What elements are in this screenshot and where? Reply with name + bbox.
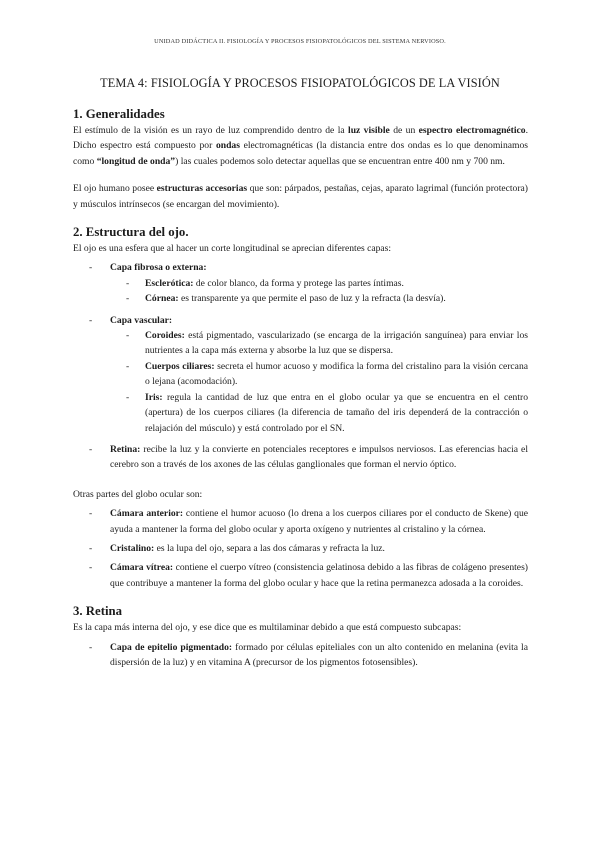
list-item-coroides: - Coroides: está pigmentado, vascularizado (se encarga de la irrigación sanguínea) para enviar los nutrientes a la capa más externa y absorbe la luz que se dispersa.: [126, 330, 528, 357]
paragraph-retina-intro: Es la capa más interna del ojo, y ese dice que es multilaminar debido a que está compuesto subcapas:: [73, 622, 462, 634]
list-item-iris: - Iris: regula la cantidad de luz que entra en el globo ocular ya que se encuentra en el centro (apertura) de los cuerpos ciliares (la diferencia de tamaño del iris dependerá de la contracción o relajación del músculo) y está controlado por el SN.: [126, 391, 528, 434]
section-heading-generalidades: 1. Generalidades: [73, 107, 165, 121]
section-heading-estructura: 2. Estructura del ojo.: [73, 225, 189, 240]
list-item-cuerpos-ciliares: - Cuerpos ciliares: secreta el humor acuoso y modifica la forma del cristalino para la visión cercana o lejana (acomodación).: [126, 360, 528, 388]
paragraph-estimulo: El estímulo de la visión es un rayo de luz comprendido dentro de la luz visible de un espectro electromagnético. Dicho espectro está compuesto por ondas electromagnéticas (la distancia entre dos ondas es lo que denominamos como “longitud de onda”) las cuales podemos solo detectar aquellas que se encuentran entre 400 nm y 700 nm.: [73, 125, 529, 167]
list-item-cornea: - Córnea: es transparente ya que permite el paso de luz y la refracta (la desvía).: [126, 293, 446, 305]
list-item-capa-vascular: - Capa vascular:: [89, 314, 173, 326]
running-header: UNIDAD DIDÁCTICA II. FISIOLOGÍA Y PROCESOS FISIOPATOLÓGICOS DEL SISTEMA NERVIOSO.: [154, 38, 446, 45]
list-item-capa-fibrosa: - Capa fibrosa o externa:: [89, 262, 207, 274]
paragraph-estructura-intro: El ojo es una esfera que al hacer un corte longitudinal se aprecian diferentes capas:: [73, 243, 392, 255]
section-heading-retina: 3. Retina: [73, 604, 123, 619]
document-body: [73, 106, 528, 670]
list-item-camara-vitrea: - Cámara vítrea: contiene el cuerpo vítreo (consistencia gelatinosa debido a las fibras de colágeno presentes) que contribuye a mantener la forma del globo ocular y hace que la retina permanezca adosada a la coroides.: [89, 562, 528, 589]
paragraph-estructuras-accesorias: El ojo humano posee estructuras accesorias que son: párpados, pestañas, cejas, aparato lagrimal (función protectora) y músculos intrínsecos (se encargan del movimiento).: [73, 183, 528, 210]
list-item-retina: - Retina: recibe la luz y la convierte en potenciales receptores e impulsos nerviosos. Las eferencias hacia el cerebro son a través de los axones de las células ganglionales que forman el nervio óptico.: [89, 443, 528, 471]
paragraph-otras-partes: Otras partes del globo ocular son:: [73, 488, 203, 500]
list-item-esclerotica: - Esclerótica: de color blanco, da forma y protege las partes íntimas.: [126, 277, 404, 289]
list-item-cristalino: - Cristalino: es la lupa del ojo, separa a las dos cámaras y refracta la luz.: [89, 542, 385, 554]
page-title: TEMA 4: FISIOLOGÍA Y PROCESOS FISIOPATOLÓGICOS DE LA VISIÓN: [100, 76, 500, 90]
list-item-camara-anterior: - Cámara anterior: contiene el humor acuoso (lo drena a los cuerpos ciliares por el conducto de Skene) que ayuda a mantener la forma del globo ocular y aporta oxígeno y nutrientes al cristalino y la córnea.: [89, 508, 528, 535]
list-item-epitelio-pigmentado: - Capa de epitelio pigmentado: formado por células epiteliales con un alto contenido en melanina (evita la dispersión de la luz) y en vitamina A (precursor de los pigmentos fotosensibles).: [89, 641, 528, 668]
